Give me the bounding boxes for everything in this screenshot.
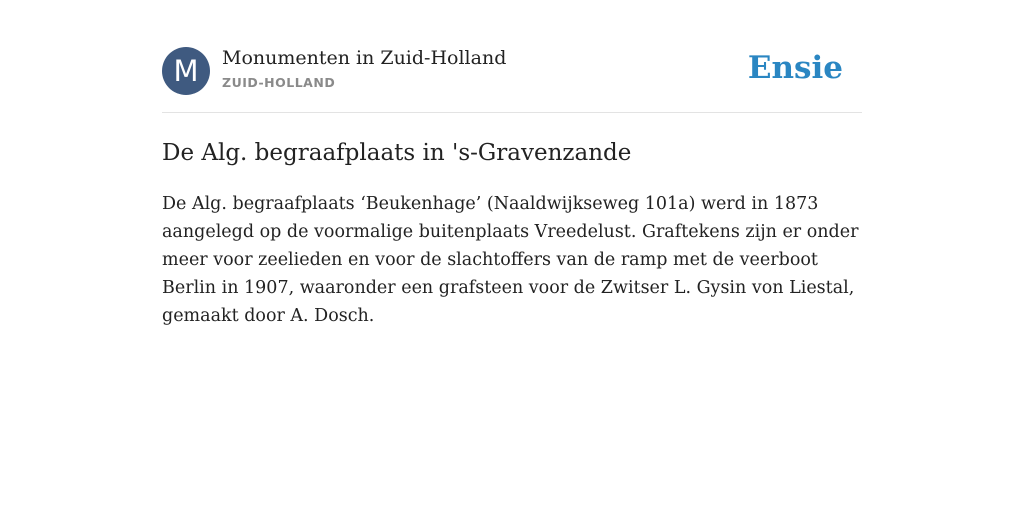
article-title: De Alg. begraafplaats in 's-Gravenzande (162, 140, 632, 166)
brand-logo[interactable]: Ensie (747, 50, 843, 86)
source-subtitle: ZUID-HOLLAND (222, 75, 336, 90)
article-body: De Alg. begraafplaats ‘Beukenhage’ (Naaldwijkseweg 101a) werd in 1873 aangelegd op de voormalige buitenplaats Vreedelust. Graftekens zijn er onder meer voor zeelieden en voor de slachtoffers van de ramp met de veerboot Berlin in 1907, waaronder een grafsteen voor de Zwitser L. Gysin von Liestal, gemaakt door A. Dosch. (162, 194, 859, 326)
article-card (162, 0, 862, 326)
source-title[interactable]: Monumenten in Zuid-Holland (222, 47, 507, 69)
source-header (162, 0, 862, 113)
avatar[interactable]: M (162, 47, 210, 95)
